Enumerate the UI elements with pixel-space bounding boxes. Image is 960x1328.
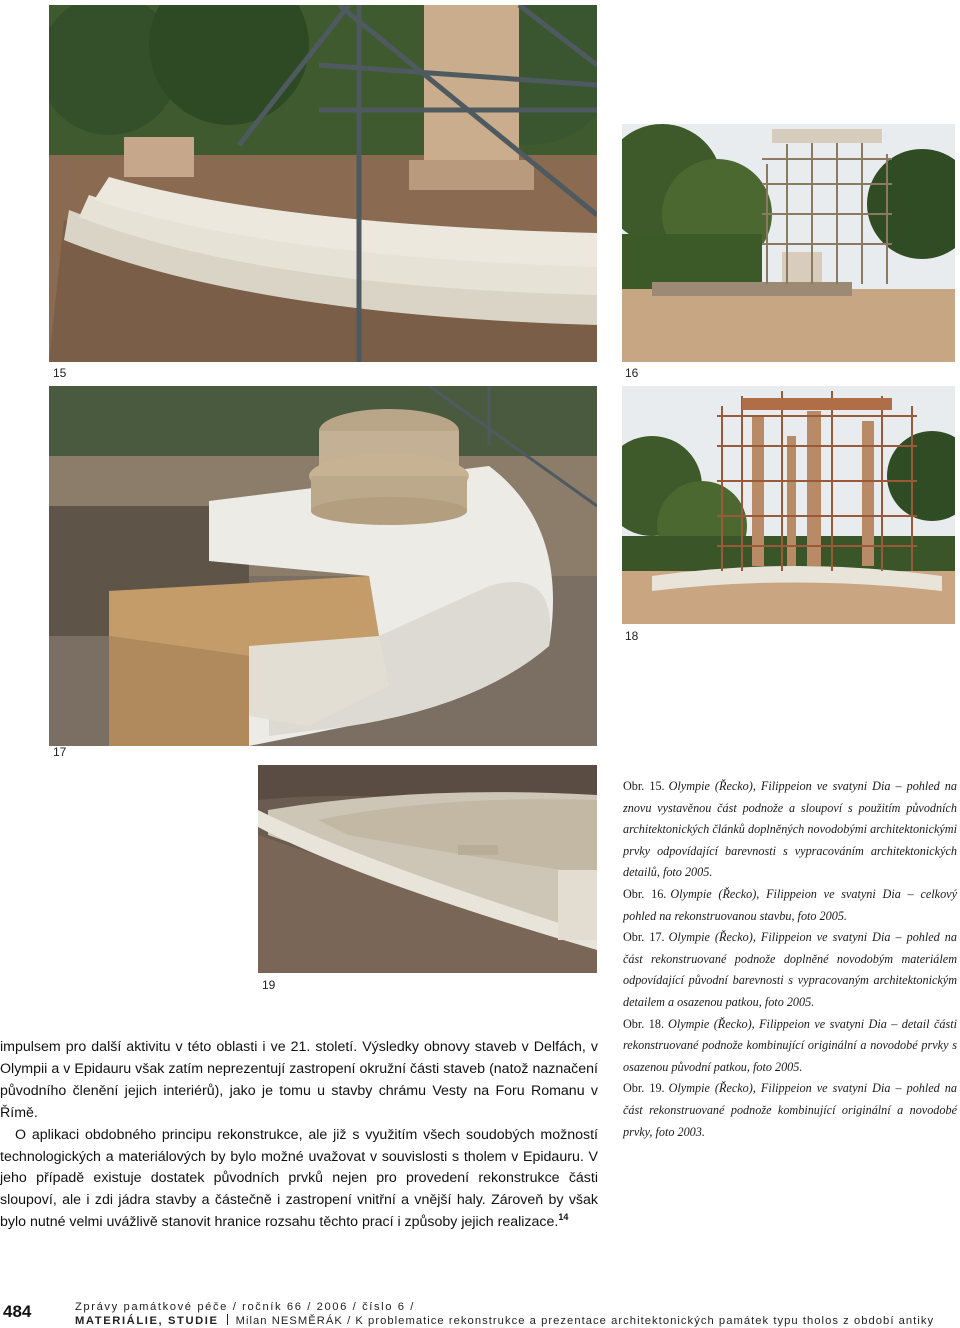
figure-number-15: 15	[53, 366, 67, 380]
figure-number-18: 18	[625, 629, 639, 643]
caption-17	[623, 927, 957, 1013]
caption-text: Olympie (Řecko), Filippeion ve svatyni Dia – pohled na část rekonstruované podnože kombinující originální a novodobé prvky, foto 2003.	[623, 1081, 957, 1139]
body-paragraph-2-text: O aplikaci obdobného principu rekonstrukce, ale již s využitím všech soudobých možností technologických a materiálových by bylo možné uvažovat v souvislosti s tholem v Epidauru. V jeho případě existuje dostatek původních prvků nejen pro provedení rekonstrukce části sloupoví, ale i zdi jádra stavby a částečně i zastropení vnitřní a vnější haly. Zároveň by však bylo nutné velmi uvážlivě stanovit hranice rozsahu těchto prací i způsoby jejich realizace.	[0, 1126, 598, 1231]
body-paragraph-2	[0, 1125, 598, 1235]
article-reference: Milan NESMĚRÁK / K problematice rekonstrukce a prezentace architektonických památek typu tholos z období antiky	[235, 1315, 935, 1327]
figure-number-16: 16	[625, 366, 639, 380]
caption-label: Obr. 19.	[623, 1081, 665, 1096]
photo-19	[258, 765, 597, 973]
footnote-reference[interactable]: 14	[558, 1212, 569, 1223]
journal-info: Zprávy památkové péče / ročník 66 / 2006 / číslo 6 /	[75, 1301, 416, 1313]
figure-number-17: 17	[53, 745, 67, 759]
page-number: 484	[3, 1302, 32, 1321]
caption-19	[623, 1078, 957, 1143]
body-paragraph-1: impulsem pro další aktivitu v této oblasti i ve 21. století. Výsledky obnovy staveb v Delfách, v Olympii a v Epidauru však zatím neprezentují zastropení okružní části staveb (natož naznačení původního členění jejich interiérů), jako je tomu u stavby chrámu Vesty na Foru Romanu v Římě.	[0, 1039, 598, 1121]
caption-label: Obr. 18.	[623, 1016, 665, 1031]
caption-18	[623, 1014, 957, 1079]
caption-text: Olympie (Řecko), Filippeion ve svatyni Dia – pohled na znovu vystavěnou část podnože a sloupoví s použitím původních architektonických článků doplněných novodobými architektonickými prvky odpovídající barevnosti s vypracováním architektonických detailů, foto 2005.	[623, 779, 957, 880]
caption-text: Olympie (Řecko), Filippeion ve svatyni Dia – detail části rekonstruované podnože kombinující originální a novodobé prvky s osazenou původní patkou, foto 2005.	[623, 1016, 958, 1074]
figure-number-19: 19	[262, 978, 276, 992]
caption-label: Obr. 15.	[623, 779, 665, 793]
caption-label: Obr. 16.	[623, 886, 667, 901]
caption-16	[623, 884, 957, 927]
caption-15	[623, 776, 957, 884]
photo-15	[49, 5, 597, 362]
caption-text: Olympie (Řecko), Filippeion ve svatyni Dia – pohled na část rekonstruované podnože doplněné novodobým materiálem odpovídající původní barevnosti s vypracovaným architektonickým detailem a osazenou patkou, foto 2005.	[623, 930, 957, 1009]
divider	[227, 1314, 228, 1325]
caption-text: Olympie (Řecko), Filippeion ve svatyni Dia – celkový pohled na rekonstruovanou stavbu, foto 2005.	[623, 886, 958, 923]
photo-18	[622, 386, 955, 624]
article-body	[0, 1037, 598, 1234]
article-info	[75, 1314, 934, 1327]
figure-captions	[623, 776, 957, 1143]
photo-17	[49, 386, 597, 746]
section-name: MATERIÁLIE, STUDIE	[75, 1315, 219, 1327]
caption-label: Obr. 17.	[623, 930, 665, 945]
photo-16	[622, 124, 955, 362]
